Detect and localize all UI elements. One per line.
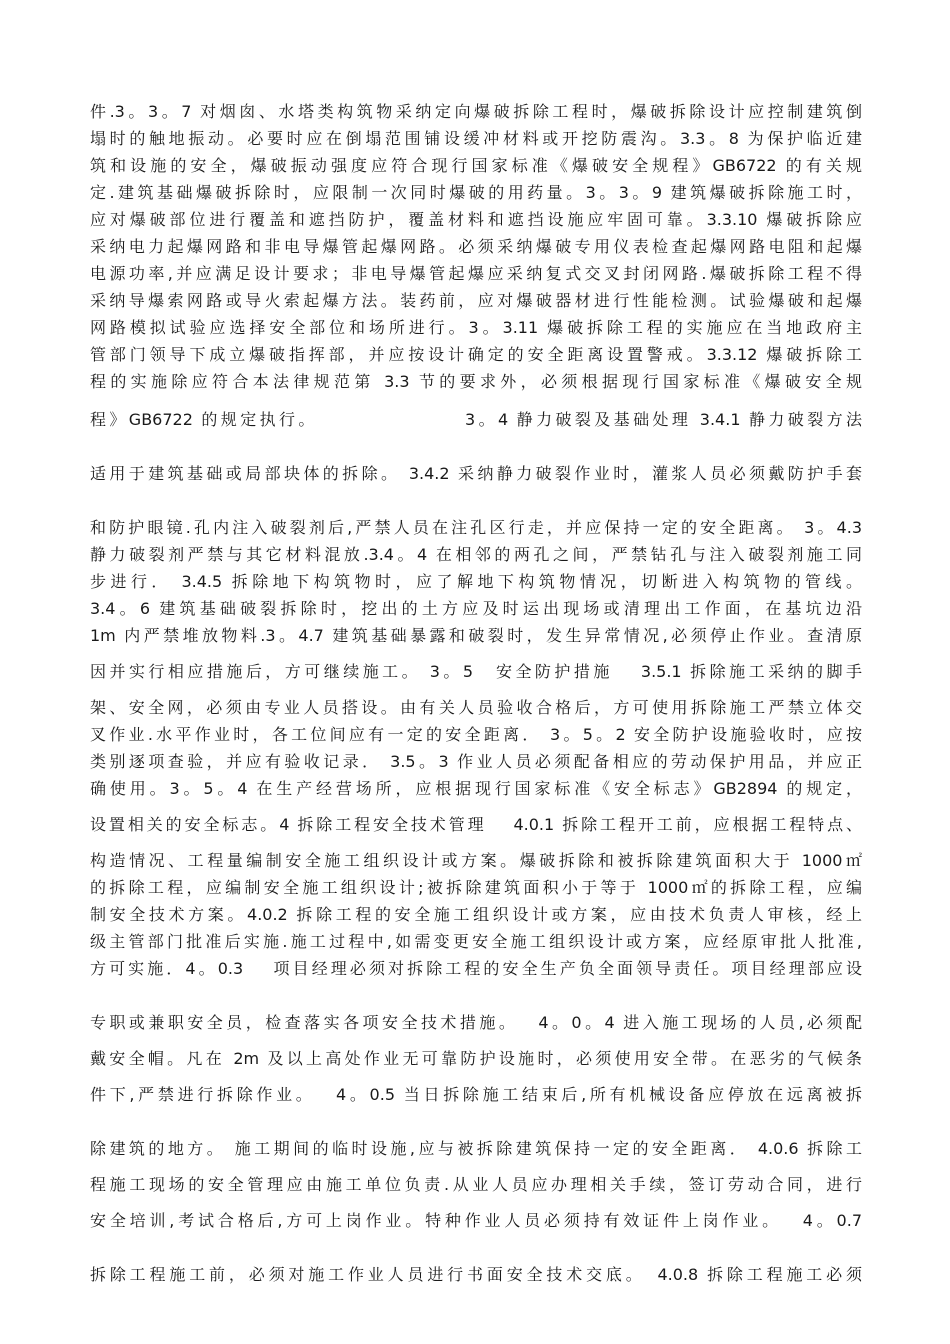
text-line: 安全培训,考试合格后,方可上岗作业。特种作业人员必须持有效证件上岗作业。 4。0.7 [90,1211,862,1230]
text-line: 应对爆破部位进行覆盖和遮挡防护，覆盖材料和遮挡设施应牢固可靠。3.3.10 爆破拆除应 [90,210,862,229]
text-line: 程的实施除应符合本法律规范第 3.3 节的要求外，必须根据现行国家标准《爆破安全规 [90,372,862,391]
text-line: 制安全技术方案。4.0.2 拆除工程的安全施工组织设计或方案，应由技术负责人审核，经上 [90,905,862,924]
text-line: 适用于建筑基础或局部块体的拆除。 3.4.2 采纳静力破裂作业时，灌浆人员必须戴防护手套 [90,464,862,483]
text-line: 程施工现场的安全管理应由施工单位负责.从业人员应办理相关手续，签订劳动合同，进行 [90,1175,862,1194]
text-line: 管部门领导下成立爆破指挥部，并应按设计确定的安全距离设置警戒。3.3.12 爆破拆除工 [90,345,862,364]
text-line: 采纳导爆索网路或导火索起爆方法。装药前，应对爆破器材进行性能检测。试验爆破和起爆 [90,291,862,310]
text-line: 3.4。6 建筑基础破裂拆除时，挖出的土方应及时运出现场或清理出工作面，在基坑边沿 [90,599,862,618]
text-line: 的拆除工程，应编制安全施工组织设计;被拆除建筑面积小于等于 1000㎡的拆除工程，应编 [90,878,862,897]
text-line: 因并实行相应措施后，方可继续施工。 3。5 安全防护措施 3.5.1 拆除施工采纳的脚手 [90,662,862,681]
text-line: 除建筑的地方。 施工期间的临时设施,应与被拆除建筑保持一定的安全距离． 4.0.6 拆除工 [90,1139,862,1158]
text-line: 构造情况、工程量编制安全施工组织设计或方案。爆破拆除和被拆除建筑面积大于 1000㎡ [90,851,862,870]
text-line: 采纳电力起爆网路和非电导爆管起爆网路。必须采纳爆破专用仪表检查起爆网路电阻和起爆 [90,237,862,256]
text-line: 1m 内严禁堆放物料.3。4.7 建筑基础暴露和破裂时，发生异常情况,必须停止作业。查清原 [90,626,862,645]
text-line: 方可实施．4。0.3 项目经理必须对拆除工程的安全生产负全面领导责任。项目经理部应设 [90,959,862,978]
text-line: 专职或兼职安全员，检查落实各项安全技术措施。 4。0。4 进入施工现场的人员,必须配 [90,1013,862,1032]
text-line: 确使用。3。5。4 在生产经营场所，应根据现行国家标准《安全标志》GB2894 的规定， [90,779,862,798]
text-line: 类别逐项查验，并应有验收记录． 3.5。3 作业人员必须配备相应的劳动保护用品，并应正 [90,752,862,771]
text-line: 网路模拟试验应选择安全部位和场所进行。3。3.11 爆破拆除工程的实施应在当地政府主 [90,318,862,337]
text-line: 和防护眼镜.孔内注入破裂剂后,严禁人员在注孔区行走，并应保持一定的安全距离。 3。4.3 [90,518,862,537]
text-line: 定.建筑基础爆破拆除时，应限制一次同时爆破的用药量。3。3。9 建筑爆破拆除施工时， [90,183,862,202]
text-line: 叉作业.水平作业时，各工位间应有一定的安全距离． 3。5。2 安全防护设施验收时，应按 [90,725,862,744]
text-line: 塌时的触地振动。必要时应在倒塌范围铺设缓冲材料或开挖防震沟。3.3。8 为保护临近建 [90,129,862,148]
text-line: 架、安全网，必须由专业人员搭设。由有关人员验收合格后，方可使用拆除施工严禁立体交 [90,698,862,717]
text-line: 程》GB6722 的规定执行。 3。4 静力破裂及基础处理 3.4.1 静力破裂方法 [90,410,862,429]
text-line: 拆除工程施工前，必须对施工作业人员进行书面安全技术交底。 4.0.8 拆除工程施工必须 [90,1265,862,1284]
text-line: 步进行． 3.4.5 拆除地下构筑物时，应了解地下构筑物情况，切断进入构筑物的管线。 [90,572,862,591]
text-line: 级主管部门批准后实施.施工过程中,如需变更安全施工组织设计或方案，应经原审批人批准, [90,932,862,951]
text-line: 静力破裂剂严禁与其它材料混放.3.4。4 在相邻的两孔之间，严禁钻孔与注入破裂剂施工同 [90,545,862,564]
text-line: 戴安全帽。凡在 2m 及以上高处作业无可靠防护设施时，必须使用安全带。在恶劣的气候条 [90,1049,862,1068]
text-line: 筑和设施的安全，爆破振动强度应符合现行国家标准《爆破安全规程》GB6722 的有关规 [90,156,862,175]
text-line: 电源功率,并应满足设计要求；非电导爆管起爆应采纳复式交叉封闭网路.爆破拆除工程不得 [90,264,862,283]
text-line: 件下,严禁进行拆除作业。 4。0.5 当日拆除施工结束后,所有机械设备应停放在远离被拆 [90,1085,862,1104]
text-line: 件.3。3。7 对烟囱、水塔类构筑物采纳定向爆破拆除工程时，爆破拆除设计应控制建筑倒 [90,102,862,121]
text-line: 设置相关的安全标志。4 拆除工程安全技术管理 4.0.1 拆除工程开工前，应根据工程特点、 [90,815,862,834]
